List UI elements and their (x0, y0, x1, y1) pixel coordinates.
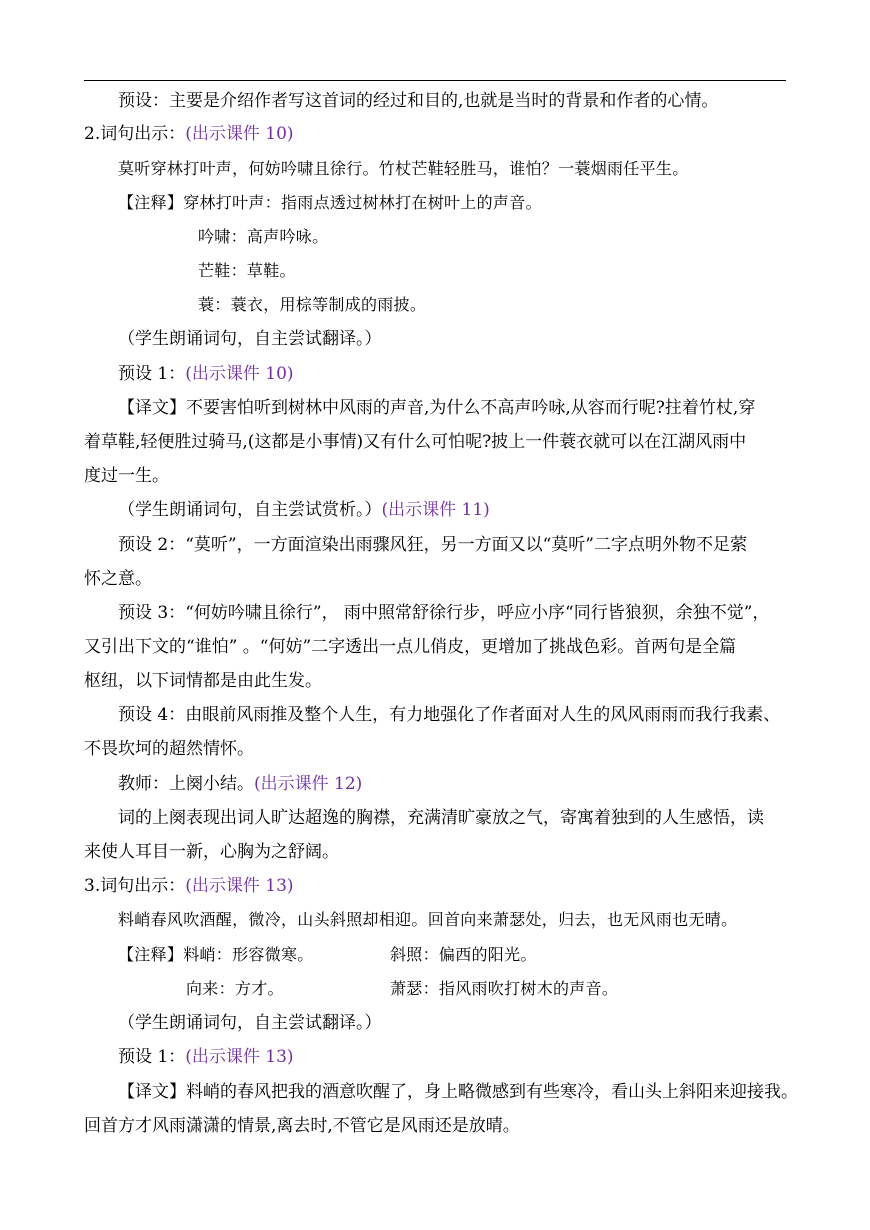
annotation-line: 吟啸：高声吟咏。 (198, 227, 329, 246)
text-line: 【译文】不要害怕听到树林中风雨的声音,为什么不高声吟咏,从容而行呢?拄着竹杖,穿 (118, 398, 756, 418)
annotation-line: 萧瑟：指风雨吹打树木的声音。 (390, 979, 619, 998)
courseware-ref: (出示课件 11) (381, 500, 490, 520)
text-line: 又引出下文的“谁怕” 。“何妨”二字透出一点儿俏皮，更增加了挑战色彩。首两句是全篇 (84, 637, 737, 657)
text-line: 【译文】料峭的春风把我的酒意吹醒了，身上略微感到有些寒冷，看山头上斜阳来迎接我。 (118, 1082, 798, 1102)
text-line: 预设：主要是介绍作者写这首词的经过和目的,也就是当时的背景和作者的心情。 (118, 91, 719, 111)
annotation-line: 【注释】料峭：形容微寒。 (118, 945, 314, 964)
text-line: 教师：上阕小结。(出示课件 12) (118, 774, 363, 794)
text-line: 词的上阕表现出词人旷达超逸的胸襟，充满清旷豪放之气，寄寓着独到的人生感悟，读 (118, 808, 764, 828)
text-line: 枢纽，以下词情都是由此生发。 (84, 671, 322, 691)
annotation-line: 芒鞋：草鞋。 (198, 261, 296, 280)
text-line: 预设 3：“何妨吟啸且徐行”， 雨中照常舒徐行步，呼应小序“同行皆狼狈，余独不觉”， (118, 603, 770, 623)
text-line: 预设 4：由眼前风雨推及整个人生，有力地强化了作者面对人生的风风雨雨而我行我素、 (118, 705, 781, 725)
section-heading: 2.词句出示：(出示课件 10) (84, 124, 294, 144)
text-line: 预设 2：“莫听”，一方面渲染出雨骤风狂，另一方面又以“莫听”二字点明外物不足萦 (118, 535, 747, 555)
courseware-ref: (出示课件 13) (185, 876, 294, 896)
text-line: 来使人耳目一新，心胸为之舒阔。 (84, 842, 339, 862)
courseware-ref: (出示课件 12) (254, 774, 363, 794)
text-line: 怀之意。 (84, 569, 152, 589)
poem-line: 莫听穿林打叶声，何妨吟啸且徐行。竹杖芒鞋轻胜马，谁怕？一蓑烟雨任平生。 (118, 159, 689, 178)
courseware-ref: (出示课件 10) (185, 364, 294, 384)
text-line: 预设 1：(出示课件 10) (118, 364, 294, 384)
text-line: 不畏坎坷的超然情怀。 (84, 739, 254, 759)
poem-line: 料峭春风吹酒醒，微冷，山头斜照却相迎。回首向来萧瑟处，归去，也无风雨也无晴。 (118, 910, 738, 929)
section-heading: 3.词句出示：(出示课件 13) (84, 876, 294, 896)
header-rule (84, 80, 786, 81)
annotation-line: 【注释】穿林打叶声：指雨点透过树林打在树叶上的声音。 (118, 193, 542, 212)
text-line: 预设 1：(出示课件 13) (118, 1047, 294, 1067)
text-line: 着草鞋,轻便胜过骑马,(这都是小事情)又有什么可怕呢?披上一件蓑衣就可以在江湖风雨中 (84, 432, 747, 452)
courseware-ref: (出示课件 10) (185, 124, 294, 144)
text-line: 回首方才风雨潇潇的情景,离去时,不管它是风雨还是放晴。 (84, 1116, 520, 1136)
annotation-line: 斜照：偏西的阳光。 (390, 945, 537, 964)
text-line: （学生朗诵词句，自主尝试赏析。）(出示课件 11) (118, 500, 490, 520)
annotation-line: 向来：方才。 (186, 979, 284, 998)
text-line: 度过一生。 (84, 466, 169, 486)
text-line: （学生朗诵词句，自主尝试翻译。） (118, 329, 382, 349)
courseware-ref: (出示课件 13) (185, 1047, 294, 1067)
text-line: （学生朗诵词句，自主尝试翻译。） (118, 1013, 382, 1033)
annotation-line: 蓑：蓑衣，用棕等制成的雨披。 (198, 295, 427, 314)
